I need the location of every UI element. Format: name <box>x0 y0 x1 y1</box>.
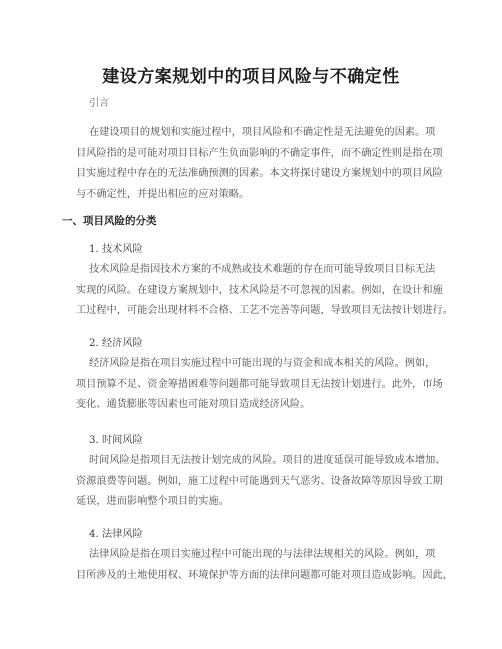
paragraph-line: 技术风险是指因技术方案的不成熟或技术难题的存在而可能导致项目目标无法 <box>89 264 436 275</box>
paragraph-line: 时间风险是指项目无法按计划完成的风险。项目的进度延误可能导致成本增加、 <box>89 455 446 466</box>
subsection-paragraph <box>0 354 443 416</box>
intro-line: 在建设项目的规划和实施过程中，项目风险和不确定性是无法避免的因素。项 <box>89 127 436 138</box>
section-heading: 一、项目风险的分类 <box>62 215 157 227</box>
intro-label: 引言 <box>89 98 110 109</box>
subsection-heading: 4. 法律风险 <box>89 529 143 540</box>
intro-line: 目实施过程中存在的无法准确预测的因素。本文将探讨建设方案规划中的项目风险 <box>76 168 443 179</box>
subsection-heading: 3. 时间风险 <box>89 435 143 446</box>
subsection-heading: 2. 经济风险 <box>89 338 143 349</box>
paragraph-line: 实现的风险。在建设方案规划中，技术风险是不可忽视的因素。例如，在设计和施 <box>76 284 443 296</box>
intro-line: 与不确定性，并提出相应的应对策略。 <box>76 188 250 200</box>
paragraph-line: 目所涉及的土地使用权、环境保护等方面的法律问题都可能对项目造成影响。因此， <box>76 569 453 581</box>
document-title: 建设方案规划中的项目风险与不确定性 <box>102 67 400 87</box>
paragraph-line: 变化、通货膨胀等因素也可能对项目造成经济风险。 <box>76 399 311 410</box>
subsection-paragraph <box>0 260 453 322</box>
paragraph-line: 延误，进而影响整个项目的实施。 <box>76 496 229 507</box>
subsection-paragraph <box>0 451 446 513</box>
subsection-heading: 1. 技术风险 <box>89 244 143 255</box>
paragraph-line: 资源浪费等问题。例如，施工过程中可能遇到天气恶劣、设备故障等原因导致工期 <box>76 475 443 487</box>
subsection-paragraph <box>0 545 453 586</box>
paragraph-line: 经济风险是指在项目实施过程中可能出现的与资金和成本相关的风险。例如， <box>89 358 436 369</box>
paragraph-line: 项目预算不足、资金筹措困难等问题都可能导致项目无法按计划进行。此外，市场 <box>76 378 443 390</box>
paragraph-line: 法律风险是指在项目实施过程中可能出现的与法律法规相关的风险。例如，项 <box>89 549 436 560</box>
intro-paragraph <box>0 123 443 205</box>
paragraph-line: 工过程中，可能会出现材料不合格、工艺不完善等问题，导致项目无法按计划进行。 <box>76 305 453 316</box>
intro-line: 目风险指的是可能对项目目标产生负面影响的不确定事件，而不确定性则是指在项 <box>76 147 443 159</box>
